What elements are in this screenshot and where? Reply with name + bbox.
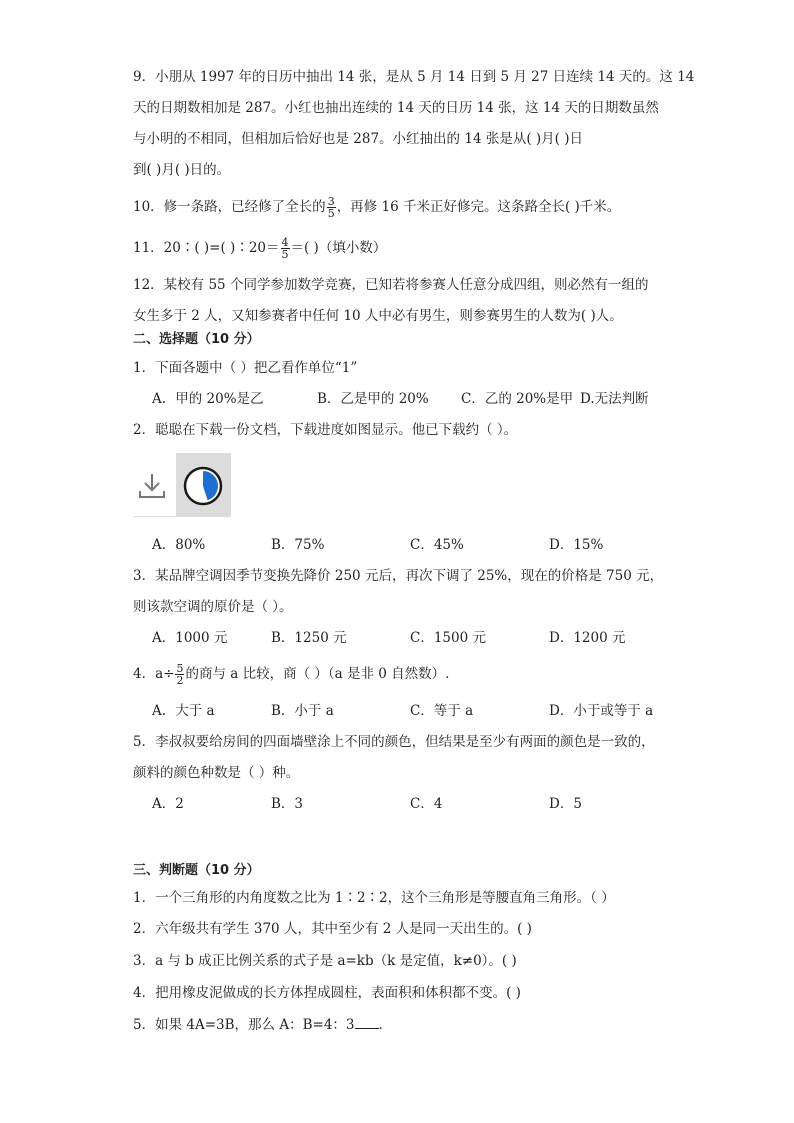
progress-circle-icon [182, 465, 224, 507]
choice-q3-line-1: 3．某品牌空调因季节变换先降价 250 元后，再次下调了 25%，现在的价格是 750 元， [133, 568, 664, 584]
judge-q2: 2．六年级共有学生 370 人，其中至少有 2 人是同一天出生的。( ) [133, 921, 532, 937]
choice-q1-c: C．乙的 20%是甲 [461, 391, 574, 407]
q11-post: ＝( )（填小数） [290, 240, 387, 256]
answer-blank [355, 1028, 379, 1029]
choice-q4-denominator: 2 [176, 674, 184, 687]
judge-q5-post: . [378, 1017, 383, 1033]
q9-line-3: 与小明的不相同，但相加后恰好也是 287。小红抽出的 14 张是从( )月( )日 [133, 131, 583, 147]
q10-pre: 10．修一条路，已经修了全长的 [133, 199, 326, 215]
section-judge-heading: 三、判断题（10 分） [133, 863, 260, 878]
choice-q2-a: A．80% [152, 537, 206, 553]
choice-q3-a: A．1000 元 [152, 630, 228, 646]
choice-q1-stem: 1．下面各题中（ ）把乙看作单位“1” [133, 360, 358, 376]
section-choice-heading: 二、选择题（10 分） [133, 332, 260, 347]
download-icon [137, 471, 167, 501]
q9-line-4: 到( )月( )日的。 [133, 162, 231, 178]
choice-q4-pre: 4．a÷ [133, 666, 175, 682]
choice-q3-b: B．1250 元 [271, 630, 347, 646]
choice-q2-c: C．45% [410, 537, 464, 553]
choice-q4-stem [133, 663, 449, 686]
q11-fraction [281, 237, 290, 260]
judge-q4: 4．把用橡皮泥做成的长方体捏成圆柱，表面积和体积都不变。( ) [133, 985, 521, 1001]
judge-q5 [133, 1015, 383, 1035]
choice-q1-a: A．甲的 20%是乙 [152, 391, 264, 407]
choice-q5-b: B．3 [271, 796, 304, 812]
divider [133, 516, 176, 517]
q11-numerator: 4 [281, 236, 289, 249]
judge-q1: 1．一个三角形的内角度数之比为 1∶2∶2，这个三角形是等腰直角三角形。（ ） [133, 890, 615, 906]
download-progress-figure [133, 453, 231, 517]
choice-q4-b: B．小于 a [271, 703, 334, 719]
q10 [133, 196, 620, 219]
q12-line-1: 12．某校有 55 个同学参加数学竞赛，已知若将参赛人任意分成四组，则必然有一组的 [133, 277, 649, 293]
choice-q3-c: C．1500 元 [410, 630, 486, 646]
choice-q5-d: D．5 [549, 796, 582, 812]
choice-q4-fraction [175, 663, 184, 686]
choice-q2-stem: 2．聪聪在下载一份文档，下载进度如图显示。他已下载约（ ）。 [133, 422, 518, 438]
q11-pre: 11．20∶( )=( )∶20＝ [133, 240, 280, 256]
q11 [133, 237, 386, 260]
choice-q4-d: D．小于或等于 a [549, 703, 654, 719]
q10-numerator: 3 [327, 195, 335, 208]
choice-q5-a: A．2 [152, 796, 184, 812]
choice-q5-line-2: 颜料的颜色种数是（ ）种。 [133, 765, 300, 781]
judge-q5-pre: 5．如果 4A=3B，那么 A：B=4：3 [133, 1017, 355, 1033]
q10-fraction [327, 196, 336, 219]
q11-denominator: 5 [281, 248, 289, 261]
choice-q3-line-2: 则该款空调的原价是（ ）。 [133, 599, 293, 615]
choice-q5-line-1: 5．李叔叔要给房间的四面墙壁涂上不同的颜色，但结果是至少有两面的颜色是一致的， [133, 734, 655, 750]
choice-q4-post: 的商与 a 比较，商（ ）（a 是非 0 自然数）. [185, 666, 450, 682]
judge-q3: 3．a 与 b 成正比例关系的式子是 a=kb（k 是定值，k≠0）。( ) [133, 953, 517, 969]
q9-line-2: 天的日期数相加是 287。小红也抽出连续的 14 天的日历 14 张，这 14 天的日期数虽然 [133, 100, 659, 116]
q10-denominator: 5 [327, 207, 335, 220]
q9-line-1: 9．小朋从 1997 年的日历中抽出 14 张，是从 5 月 14 日到 5 月 27 日连续 14 天的。这 14 [133, 69, 695, 85]
choice-q3-d: D．1200 元 [549, 630, 626, 646]
q10-post: ，再修 16 千米正好修完。这条路全长( )千米。 [336, 199, 621, 215]
choice-q1-b: B．乙是甲的 20% [317, 391, 429, 407]
choice-q1-d: D.无法判断 [580, 391, 649, 407]
choice-q5-c: C．4 [410, 796, 443, 812]
choice-q2-b: B．75% [271, 537, 325, 553]
choice-q2-d: D．15% [549, 537, 604, 553]
choice-q4-c: C．等于 a [410, 703, 474, 719]
choice-q4-numerator: 5 [176, 662, 184, 675]
choice-q4-a: A．大于 a [152, 703, 215, 719]
q12-line-2: 女生多于 2 人，又知参赛者中任何 10 人中必有男生，则参赛男生的人数为( )人。 [133, 308, 623, 324]
